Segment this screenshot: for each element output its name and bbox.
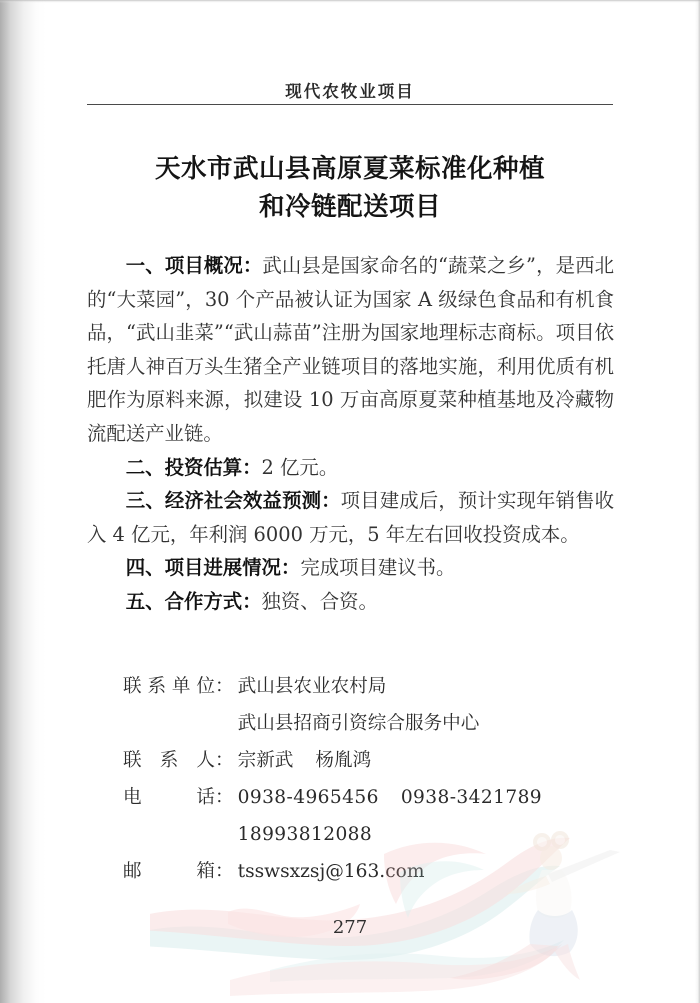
contact-person-1: 宗新武 xyxy=(237,750,294,771)
section-paragraph-1 xyxy=(87,249,614,451)
section-text-5: 独资、合资。 xyxy=(261,589,378,613)
book-binding-shadow xyxy=(0,0,46,1003)
phone-number-3: 18993812088 xyxy=(237,824,373,845)
contact-row-unit-2 xyxy=(123,705,603,742)
section-heading-2: 二、投资估算： xyxy=(125,455,262,479)
contact-person-2: 杨胤鸿 xyxy=(315,750,372,771)
section-text-2: 2 亿元。 xyxy=(261,455,339,479)
contact-row-email xyxy=(123,853,603,890)
contact-label-phone: 电 话 xyxy=(123,787,215,808)
section-paragraph-5 xyxy=(87,585,614,619)
page-right-edge xyxy=(695,0,700,1003)
contact-row-unit xyxy=(123,668,603,705)
section-heading-3: 三、经济社会效益预测： xyxy=(125,489,341,513)
phone-number-1: 0938-4965456 xyxy=(237,787,379,808)
header-rule xyxy=(87,104,613,105)
section-paragraph-2 xyxy=(87,451,614,485)
contact-block xyxy=(123,668,603,890)
contact-value-unit: 武山县农业农村局 xyxy=(237,676,387,697)
contact-row-phone xyxy=(123,779,603,816)
contact-label-person: 联 系 人 xyxy=(123,750,215,771)
section-heading-1: 一、项目概况： xyxy=(125,254,263,277)
section-heading-5: 五、合作方式： xyxy=(125,589,262,613)
contact-colon-unit: ： xyxy=(215,676,234,697)
page-title-line-2: 和冷链配送项目 xyxy=(258,192,441,222)
section-text-4: 完成项目建议书。 xyxy=(300,556,456,580)
contact-label-email: 邮 箱 xyxy=(123,861,215,882)
section-heading-4: 四、项目进展情况： xyxy=(125,556,301,580)
contact-value-person xyxy=(238,742,603,779)
contact-label-unit: 联 系 单 位 xyxy=(123,676,215,697)
page-title-line-1: 天水市武山县高原夏菜标准化种植 xyxy=(154,154,545,184)
contact-row-phone-2 xyxy=(123,816,603,853)
body-content xyxy=(87,249,614,619)
contact-value-phone xyxy=(238,779,603,816)
page-number: 277 xyxy=(332,917,368,938)
phone-number-2: 0938-3421789 xyxy=(400,787,543,808)
contact-colon-person: ： xyxy=(215,750,234,771)
contact-colon-email: ： xyxy=(215,861,234,882)
section-paragraph-4 xyxy=(87,551,614,585)
section-text-3: 项目建成后，预计实现年销售收入 4 亿元，年利润 6000 万元，5 年左右回收投资成本。 xyxy=(87,489,615,546)
contact-value-unit-2: 武山县招商引资综合服务中心 xyxy=(237,713,480,734)
contact-value-email: tsswsxzsj@163.com xyxy=(237,861,425,882)
running-head: 现代农牧业项目 xyxy=(285,82,415,101)
page-top-edge xyxy=(0,0,700,3)
section-paragraph-3 xyxy=(87,484,614,551)
contact-colon-phone: ： xyxy=(215,787,234,808)
contact-row-person xyxy=(123,742,603,779)
section-text-1: 武山县是国家命名的“蔬菜之乡”，是西北的“大菜园”，30 个产品被认证为国家 A 级绿色食品和有机食品，“武山韭菜”“武山蒜苗”注册为国家地理标志商标。项目依托唐人神百万头生猪全产业链项目的落地实施，利用优质有机肥作为原料来源，拟建设 10 万亩高原夏菜种植基地及冷藏物流配送产业链。 xyxy=(87,254,615,445)
page-title xyxy=(87,150,613,226)
